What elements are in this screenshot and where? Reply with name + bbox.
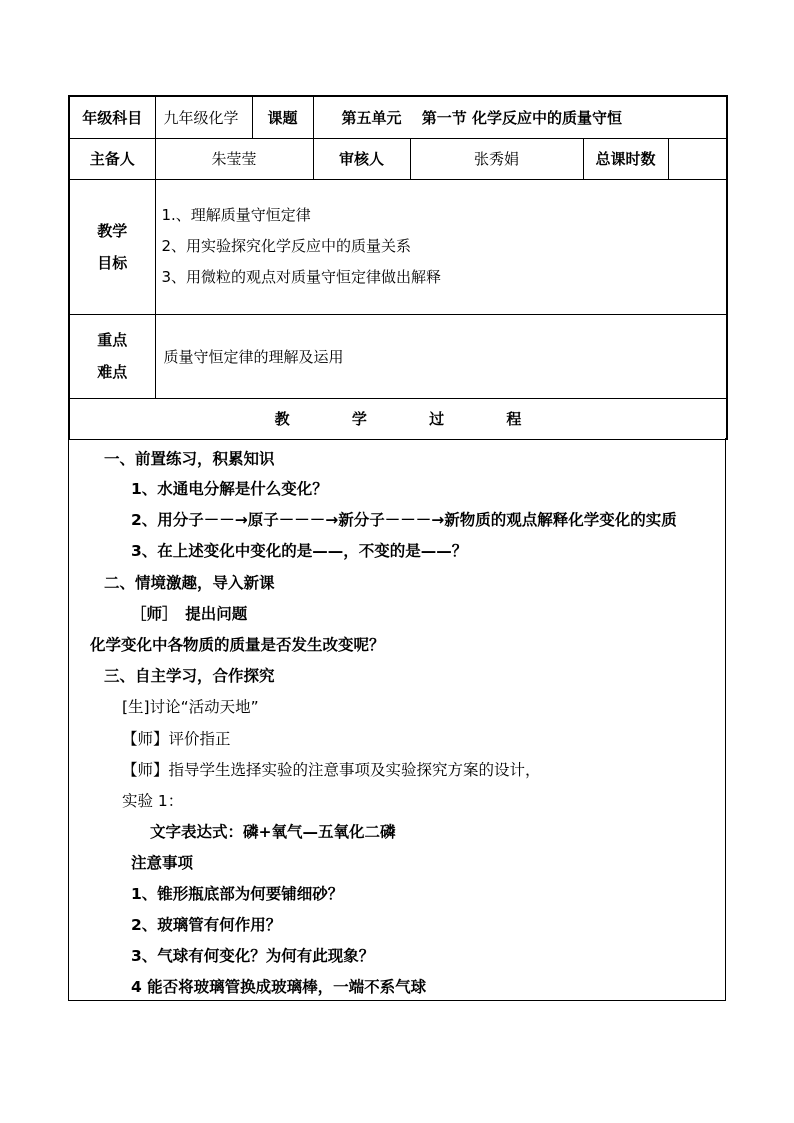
preparer-label: 主备人 — [69, 138, 155, 179]
content-line: [生]讨论“活动天地” — [122, 698, 259, 716]
grade-subject-label: 年级科目 — [69, 96, 155, 138]
process-heading-char: 教 — [274, 410, 290, 428]
topic-label: 课题 — [252, 96, 313, 138]
goal-item: 3、用微粒的观点对质量守恒定律做出解释 — [161, 268, 442, 286]
key-points-text: 质量守恒定律的理解及运用 — [155, 314, 727, 398]
section-heading-1: 一、前置练习，积累知识 — [104, 450, 275, 468]
content-line: 实验 1： — [122, 792, 184, 810]
reviewer-label: 审核人 — [313, 138, 410, 179]
total-hours-label: 总课时数 — [583, 138, 668, 179]
goals-content — [155, 179, 727, 314]
content-line: ［师］ 提出问题 — [131, 605, 248, 623]
goal-item: 2、用实验探究化学反应中的质量关系 — [161, 237, 412, 255]
content-line: 2、玻璃管有何作用？ — [131, 916, 282, 934]
key-points-label-line1: 重点 — [97, 331, 128, 349]
content-line: 3、气球有何变化？为何有此现象？ — [131, 947, 375, 965]
section-heading-3: 三、自主学习，合作探究 — [104, 667, 275, 685]
content-line: 注意事项 — [131, 854, 194, 872]
goals-label — [69, 179, 155, 314]
goals-label-line2: 目标 — [97, 253, 128, 272]
total-hours-value — [668, 138, 727, 179]
lesson-header-table — [68, 95, 728, 440]
process-heading-char: 过 — [429, 410, 445, 428]
key-points-label — [69, 314, 155, 398]
preparer-value: 朱莹莹 — [155, 138, 313, 179]
content-line: 1、锥形瓶底部为何要铺细砂？ — [131, 885, 344, 903]
section-heading-2: 二、情境激趣，导入新课 — [104, 574, 275, 592]
grade-subject-value: 九年级化学 — [155, 96, 252, 138]
process-heading-char: 学 — [351, 410, 367, 428]
content-line: 2、用分子－－→原子－－－→新分子－－－→新物质的观点解释化学变化的实质 — [131, 511, 677, 529]
content-line: 4 能否将玻璃管换成玻璃棒，一端不系气球 — [131, 978, 427, 996]
goal-item: 1.、理解质量守恒定律 — [161, 206, 311, 224]
content-line: 化学变化中各物质的质量是否发生改变呢？ — [90, 636, 385, 654]
content-line: 1、水通电分解是什么变化？ — [131, 480, 328, 498]
content-line: 文字表达式：磷+氧气—五氧化二磷 — [150, 823, 396, 841]
content-line: 3、在上述变化中变化的是——，不变的是——？ — [131, 542, 468, 560]
key-points-label-line2: 难点 — [97, 363, 128, 381]
process-heading — [69, 398, 727, 439]
topic-value: 第五单元 第一节 化学反应中的质量守恒 — [313, 96, 727, 138]
goals-label-line1: 教学 — [97, 221, 128, 240]
content-line: 【师】指导学生选择实验的注意事项及实验探究方案的设计， — [122, 761, 541, 779]
process-heading-char: 程 — [506, 410, 522, 428]
content-line: 【师】评价指正 — [122, 730, 231, 748]
reviewer-value: 张秀娟 — [410, 138, 583, 179]
